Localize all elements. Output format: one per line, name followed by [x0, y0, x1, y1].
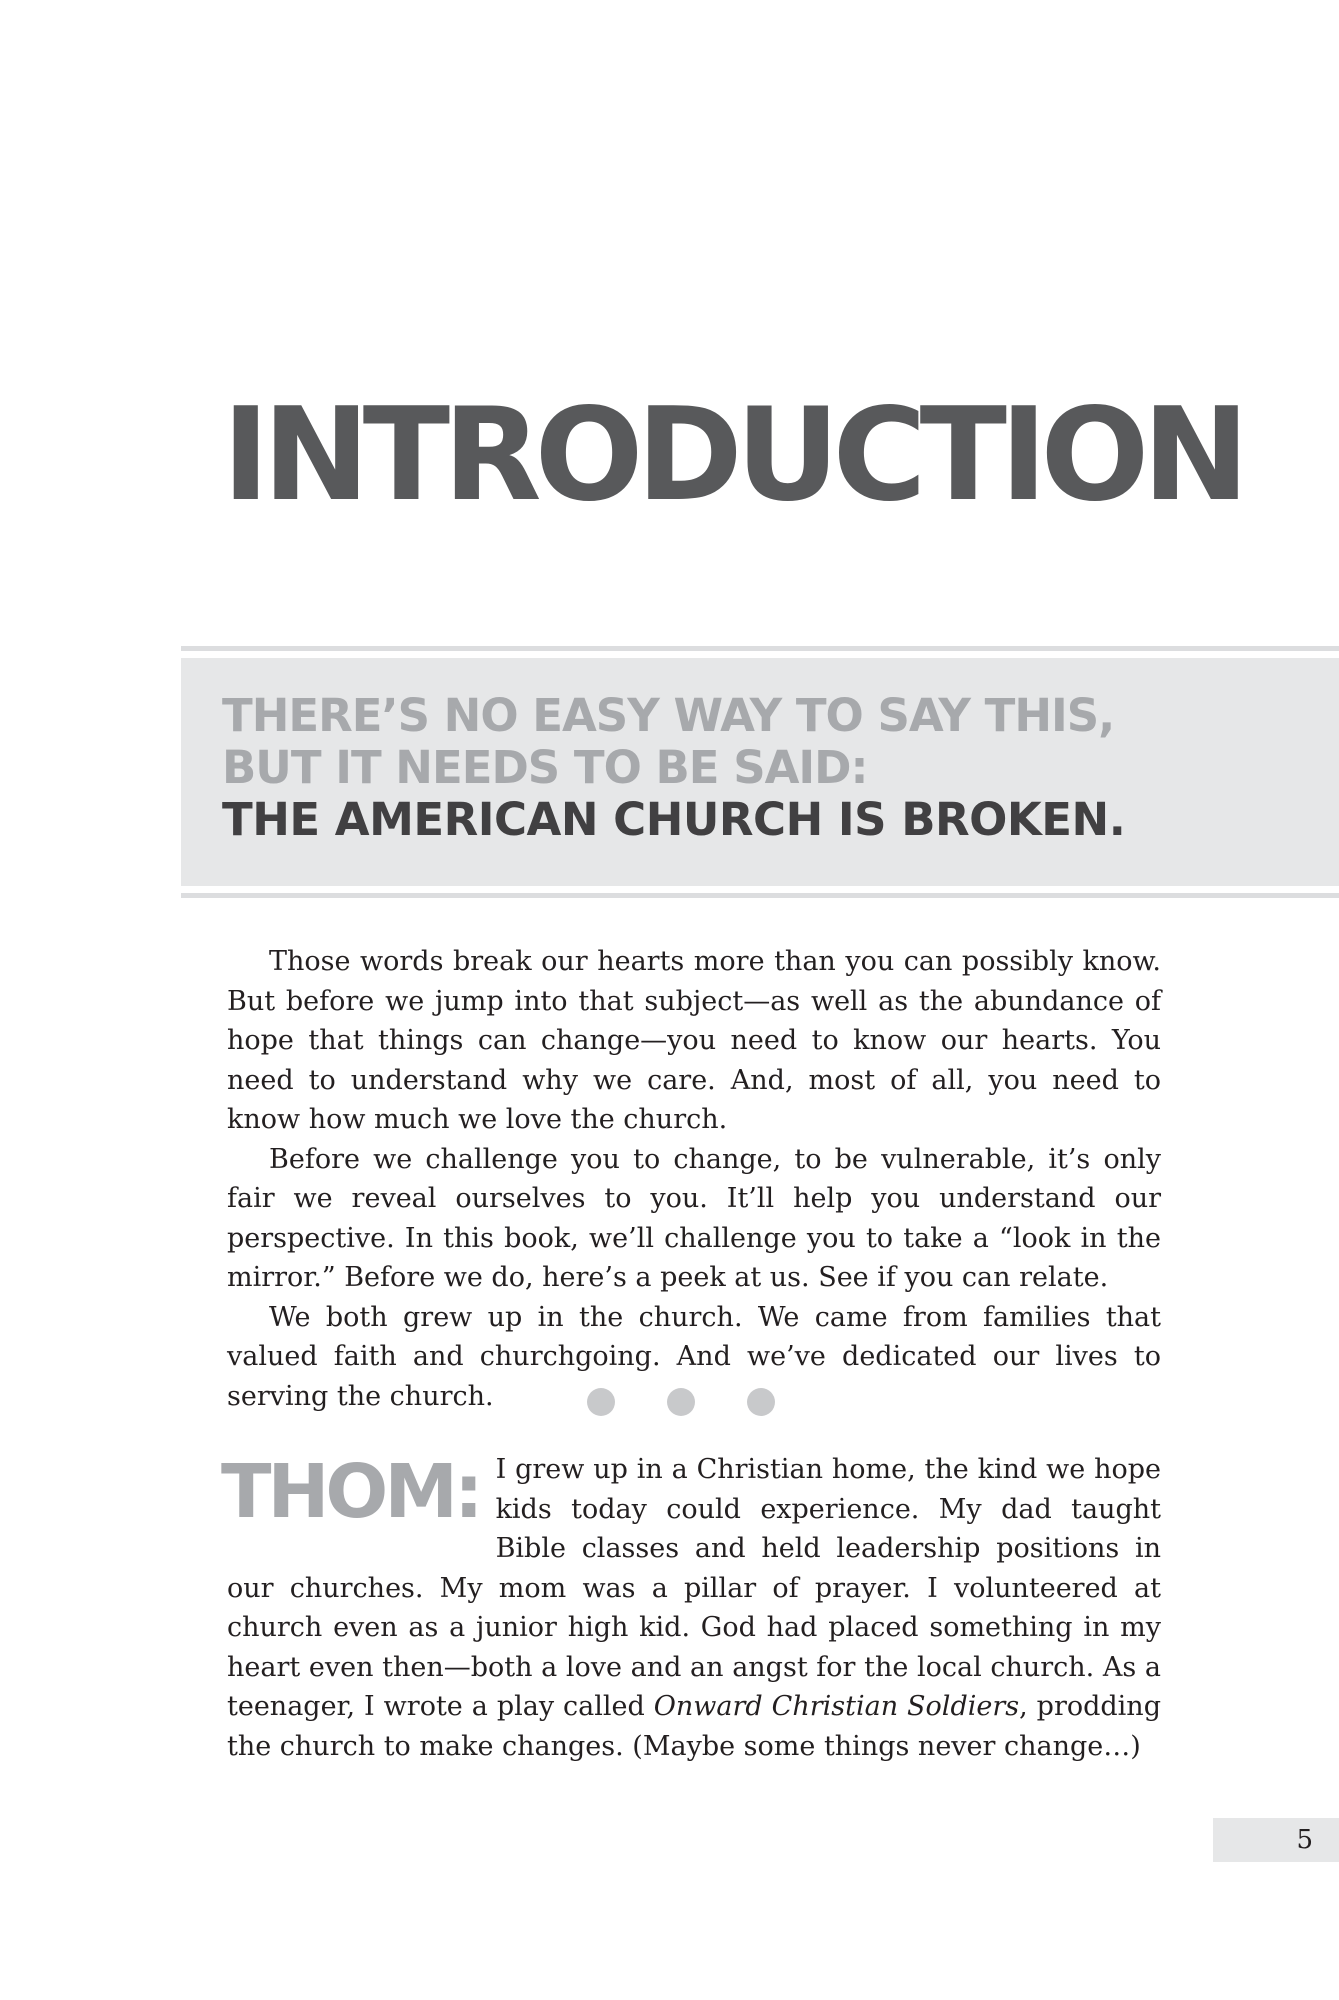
- callout-line-3: THE AMERICAN CHURCH IS BROKEN.: [222, 793, 1126, 846]
- section-break-dot: [667, 1388, 695, 1416]
- paragraph-2: Before we challenge you to change, to be vulnerable, it’s only fair we reveal ourselves to you. It’ll help you understand our perspective. In this book, we’ll challenge you to take a “look in the mirror.” Before we do, here’s a peek at us. See if you can relate.: [227, 1143, 1161, 1293]
- section-break-dot: [747, 1388, 775, 1416]
- speaker-label: THOM:: [221, 1449, 480, 1535]
- callout-bottom-rule: [181, 893, 1339, 898]
- intro-text: [227, 942, 1161, 1416]
- callout-top-rule: [181, 646, 1339, 651]
- thom-text-before: I grew up in a Christian home, the kind we hope kids today could experience. My dad taught Bible classes and held leadership positions in our churches. My mom was a pillar of prayer. I volunteered at church even as a junior high kid. God had placed something in my heart even then—both a love and an angst for the local church. As a teenager, I wrote a play called: [227, 1454, 1161, 1722]
- play-title: Onward Christian Soldiers: [653, 1691, 1020, 1722]
- section-break-dot: [587, 1388, 615, 1416]
- thom-text-after: , prodding the church to make changes. (Maybe some things never change…): [227, 1691, 1161, 1762]
- callout-line-2: BUT IT NEEDS TO BE SAID:: [222, 741, 868, 794]
- thom-section: [221, 1449, 1161, 1766]
- callout-heading: [222, 690, 1125, 846]
- paragraph-3: We both grew up in the church. We came from families that valued faith and churchgoing. And we’ve dedicated our lives to serving the church.: [227, 1301, 1161, 1412]
- callout-line-1: THERE’S NO EASY WAY TO SAY THIS,: [222, 689, 1115, 742]
- chapter-title: INTRODUCTION: [222, 381, 1243, 530]
- paragraph-1: Those words break our hearts more than you can possibly know. But before we jump into that subject—as well as the abundance of hope that things can change—you need to know our hearts. You need to understand why we care. And, most of all, you need to know how much we love the church.: [227, 946, 1161, 1135]
- page-number: 5: [1296, 1825, 1313, 1855]
